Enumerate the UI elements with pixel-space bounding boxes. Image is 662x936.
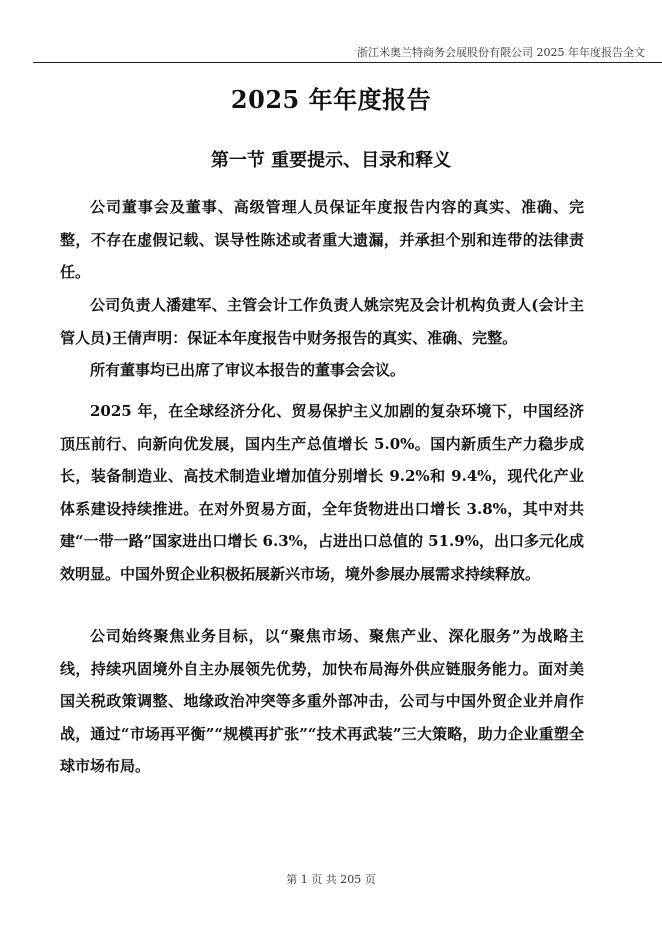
page-number: 第 1 页 共 205 页 <box>286 873 376 886</box>
paragraph-responsible-persons: 公司负责人潘建军、主管会计工作负责人姚宗宪及会计机构负责人(会计主管人员)王倩声明：保证本年度报告中财务报告的真实、准确、完整。 <box>60 296 584 347</box>
paragraph-company-strategy: 公司始终聚焦业务目标，以“聚焦市场、聚焦产业、深化服务”为战略主线，持续巩固境外自主办展领先优势，加快布局海外供应链服务能力。面对美国关税政策调整、地缘政治冲突等多重外部冲击，公司与中国外贸企业并肩作战，通过“市场再平衡”“规模再扩张”“技术再武装”三大策略，助力企业重塑全球市场布局。 <box>60 627 584 775</box>
paragraph-economic-environment: 2025 年，在全球经济分化、贸易保护主义加剧的复杂环境下，中国经济顶压前行、向新向优发展，国内生产总值增长 5.0%。国内新质生产力稳步成长，装备制造业、高技术制造业增加值分别增长 9.2%和 9.4%，现代化产业体系建设持续推进。在对外贸易方面，全年货物进出口增长 3.8%，其中对共建“一带一路”国家进出口增长 6.3%，占进出口总值的 51.9%，出口多元化成效明显。中国外贸企业积极拓展新兴市场，境外参展办展需求持续释放。 <box>60 402 584 583</box>
header-divider <box>33 62 662 63</box>
document-title: 2025 年年度报告 <box>230 85 432 114</box>
section-title: 第一节 重要提示、目录和释义 <box>210 150 452 171</box>
paragraph-directors-attendance: 所有董事均已出席了审议本报告的董事会会议。 <box>90 361 406 379</box>
paragraph-board-statement: 公司董事会及董事、高级管理人员保证年度报告内容的真实、准确、完整，不存在虚假记载、误导性陈述或者重大遗漏，并承担个别和连带的法律责任。 <box>60 198 584 281</box>
running-header: 浙江米奥兰特商务会展股份有限公司 2025 年年度报告全文 <box>357 46 645 59</box>
